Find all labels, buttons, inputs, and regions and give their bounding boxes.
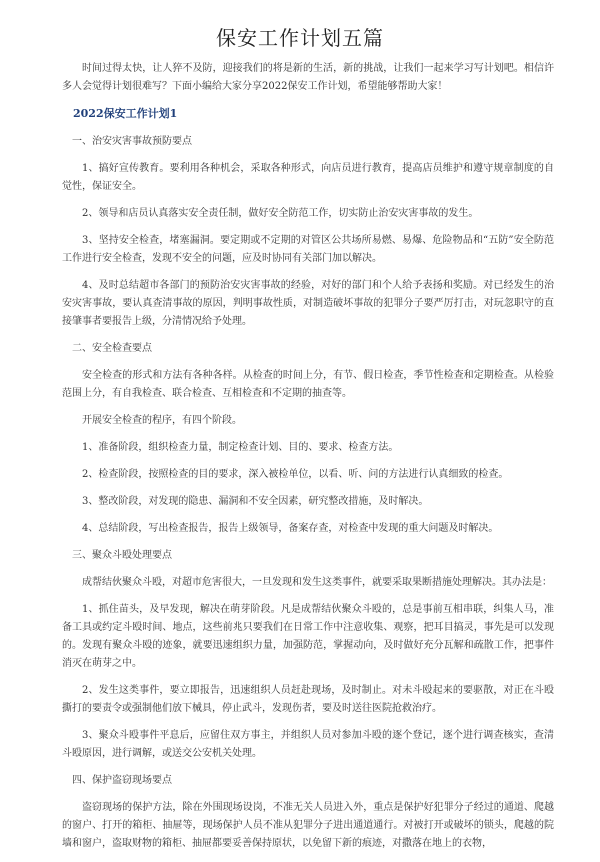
section-heading: 二、安全检查要点: [72, 343, 152, 354]
list-item: 2、检查阶段，按照检查的目的要求，深入被检单位，以看、听、问的方法进行认真细致的检查。: [82, 469, 509, 480]
list-item: 3、整改阶段，对发现的隐患、漏洞和不安全因素，研究整改措施，及时解决。: [82, 496, 429, 507]
list-item: 3、坚持安全检查，堵塞漏洞。要定期或不定期的对管区公共场所易燃、易爆、危险物品和“五防”安全防范工作进行安全检查，发现不安全的问题，应及时协同有关部门加以解决。: [62, 235, 554, 264]
list-item: 1、抓住苗头，及早发现，解决在萌芽阶段。凡是成帮结伙聚众斗殴的，总是事前互相串联，纠集人马，准备工具或约定斗殴时间、地点，这些前兆只要我们在日常工作中注意收集、观察，把耳目搞灵，事先是可以发现的。发现有聚众斗殴的迹象，就要迅速组织力量，加强防范，掌握动向，及时做好充分瓦解和疏散工作，把事件消灭在萌芽之中。: [62, 604, 554, 669]
body-paragraph: 盗窃现场的保护方法，除在外围现场设岗，不准无关人员进入外，重点是保护好犯罪分子经过的通道、爬越的窗户、打开的箱柜、抽屉等，现场保护人员不准从犯罪分子进出通道通行。对被打开或破坏的锁头，爬越的院墙和窗户，盗取财物的箱柜、抽屉都要妥善保持原状，以免留下新的痕迹，对撒落在地上的衣物，: [62, 802, 554, 849]
document-body: [62, 60, 554, 862]
list-item: 4、及时总结超市各部门的预防治安灾害事故的经验，对好的部门和个人给予表扬和奖励。对已经发生的治安灾害事故，要认真查清事故的原因，判明事故性质，对制造破坏事故的犯罪分子要严厉打击，对玩忽职守的直接肇事者要报告上级，分清情况给予处理。: [62, 280, 554, 327]
body-paragraph: 安全检查的形式和方法有各种各样。从检查的时间上分，有节、假日检查，季节性检查和定期检查。从检验范围上分，有自我检查、联合检查、互相检查和不定期的抽查等。: [62, 370, 554, 399]
plan-subtitle: 2022保安工作计划1: [73, 107, 178, 120]
body-paragraph: 成帮结伙聚众斗殴，对超市危害很大，一旦发现和发生这类事件，就要采取果断措施处理解决。其办法是：: [82, 577, 552, 588]
page-title: 保安工作计划五篇: [216, 26, 384, 50]
intro-paragraph: 时间过得太快，让人猝不及防，迎接我们的将是新的生活，新的挑战，让我们一起来学习写计划吧。相信许多人会觉得计划很难写？下面小编给大家分享2022保安工作计划，希望能够帮助大家！: [62, 63, 554, 92]
body-paragraph: 开展安全检查的程序，有四个阶段。: [82, 415, 242, 426]
list-item: 1、准备阶段，组织检查力量，制定检查计划、目的、要求、检查方法。: [82, 442, 399, 453]
section-heading: 一、治安灾害事故预防要点: [72, 136, 192, 147]
list-item: 2、领导和店员认真落实安全责任制，做好安全防范工作，切实防止治安灾害事故的发生。: [82, 208, 479, 219]
list-item: 2、发生这类事件，要立即报告，迅速组织人员赶赴现场，及时制止。对未斗殴起来的要驱散，对正在斗殴撕打的要责令或强制他们放下械具，停止武斗，发现伤者，要及时送往医院抢救治疗。: [62, 685, 554, 714]
list-item: 4、总结阶段，写出检查报告，报告上级领导，备案存查，对检查中发现的重大问题及时解决。: [82, 523, 499, 534]
section-heading: 四、保护盗窃现场要点: [72, 775, 172, 786]
list-item: 1、搞好宣传教育。要利用各种机会，采取各种形式，向店员进行教育，提高店员维护和遵守规章制度的自觉性，保证安全。: [62, 163, 554, 192]
section-heading: 三、聚众斗殴处理要点: [72, 550, 172, 561]
list-item: 3、聚众斗殴事件平息后，应留住双方事主，并组织人员对参加斗殴的逐个登记，逐个进行调查核实，查清斗殴原因，进行调解，或送交公安机关处理。: [62, 730, 554, 759]
